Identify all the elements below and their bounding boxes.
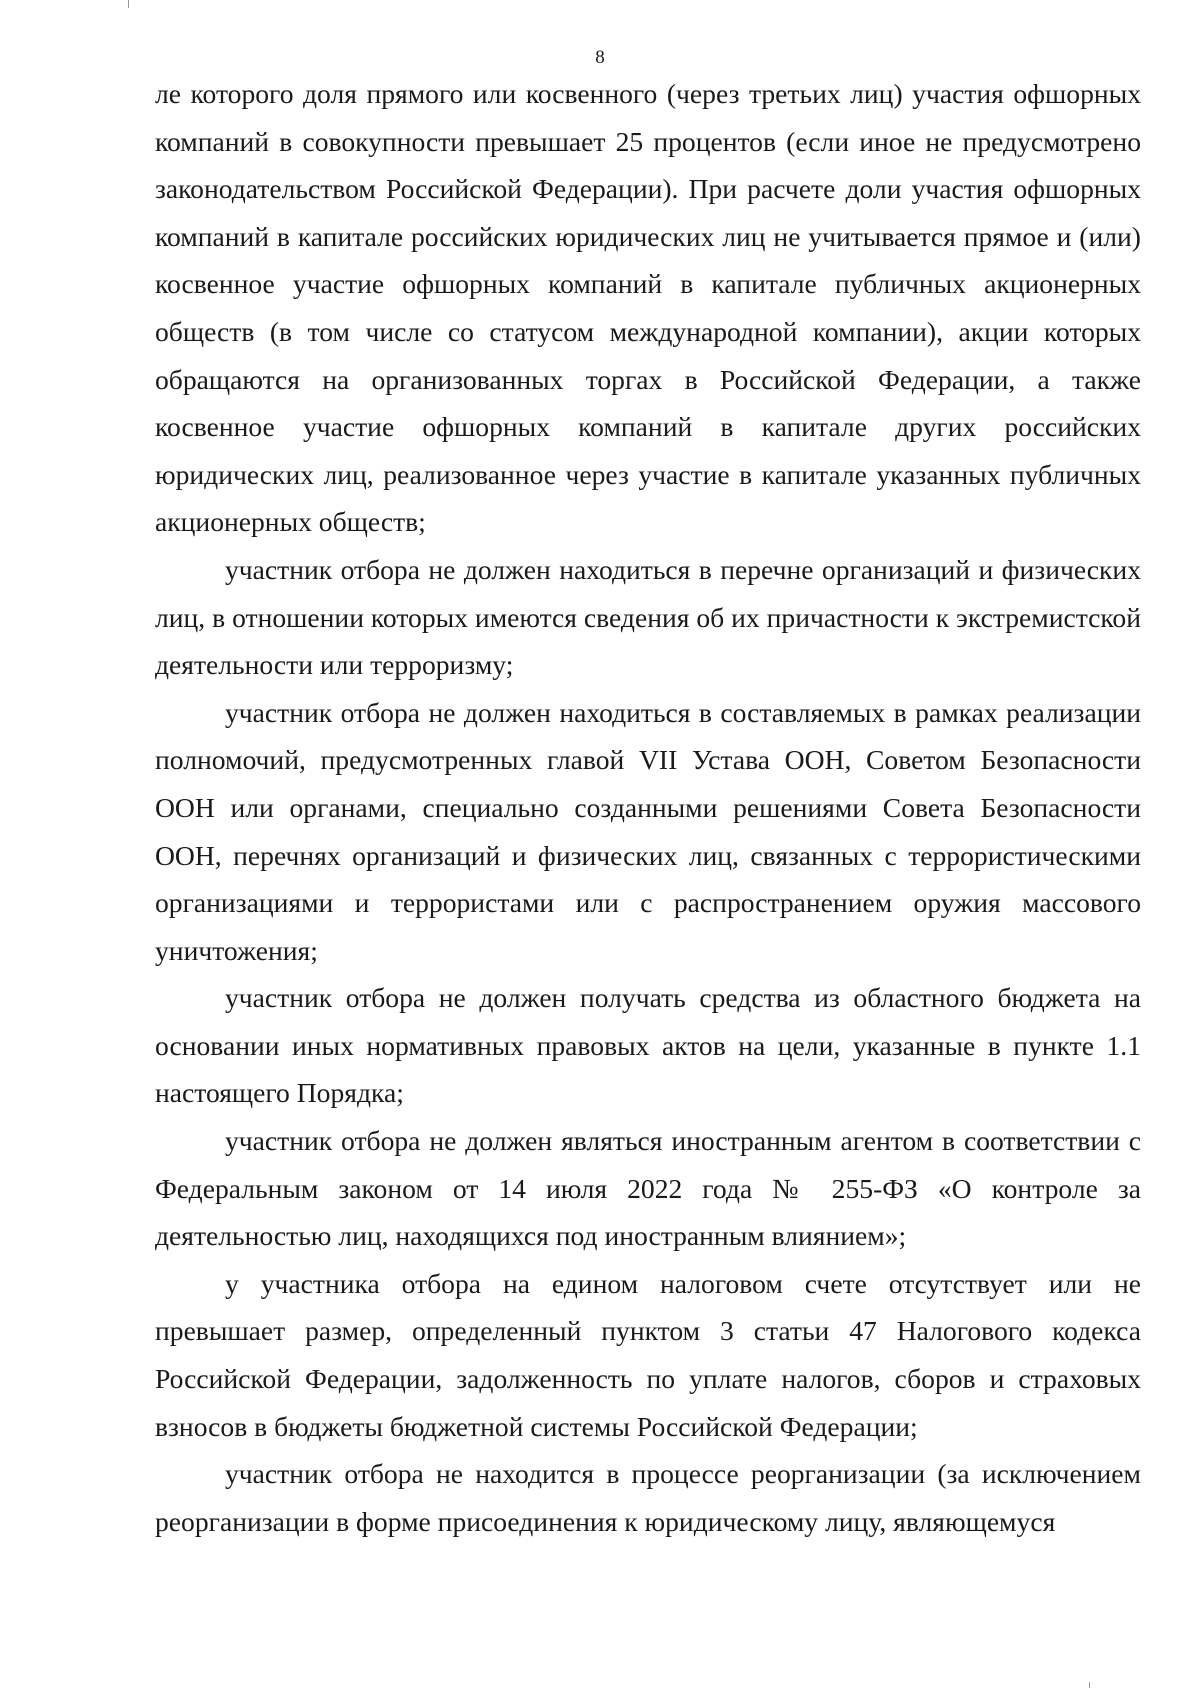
paragraph-foreign-agent: участник отбора не должен являться иностранным агентом в соответствии с Федеральным законом от 14 июля 2022 года № 255-ФЗ «О контроле за деятельностью лиц, находящихся под иностранным влиянием»; [155,1125,1141,1252]
paragraph-un-security-council-lists: участник отбора не должен находиться в составляемых в рамках реализации полномочий, предусмотренных главой VII Устава ООН, Советом Безопасности ООН или органами, специально созданными решениями Совета Безопасности ООН, перечнях организаций и физических лиц, связанных с террористическими организациями и террористами или с распространением оружия массового уничтожения; [155,696,1141,966]
page-number: 8 [595,47,605,68]
paragraph-extremism-list: участник отбора не должен находиться в перечне организаций и физических лиц, в отношении которых имеются сведения об их причастности к экстремистской деятельности или терроризму; [155,553,1141,681]
paragraph-reorganization: участник отбора не находится в процессе реорганизации (за исключением реорганизации в форме присоединения к юридическому лицу, являющемуся [155,1458,1141,1537]
scan-artifact-mark [1089,1682,1090,1688]
paragraph-offshore-participation: ле которого доля прямого или косвенного (через третьих лиц) участия офшорных компаний в совокупности превышает 25 процентов (если иное не предусмотрено законодательством Российской Федерации). При расчете доли участия офшорных компаний в капитале российских юридических лиц не учитывается прямое и (или) косвенное участие офшорных компаний в капитале публичных акционерных обществ (в том числе со статусом международной компании), акции которых обращаются на организованных торгах в Российской Федерации, а также косвенное участие офшорных компаний в капитале других российских юридических лиц, реализованное через участие в капитале указанных публичных акционерных обществ; [155,78,1141,538]
scan-artifact-mark [128,0,129,8]
document-body [155,70,1141,1545]
paragraph-regional-budget-funds: участник отбора не должен получать средства из областного бюджета на основании иных нормативных правовых актов на цели, указанные в пункте 1.1 настоящего Порядка; [155,982,1141,1109]
paragraph-tax-debt: у участника отбора на едином налоговом счете отсутствует или не превышает размер, определенный пунктом 3 статьи 47 Налогового кодекса Российской Федерации, задолженность по уплате налогов, сборов и страховых взносов в бюджеты бюджетной системы Российской Федерации; [155,1267,1141,1442]
